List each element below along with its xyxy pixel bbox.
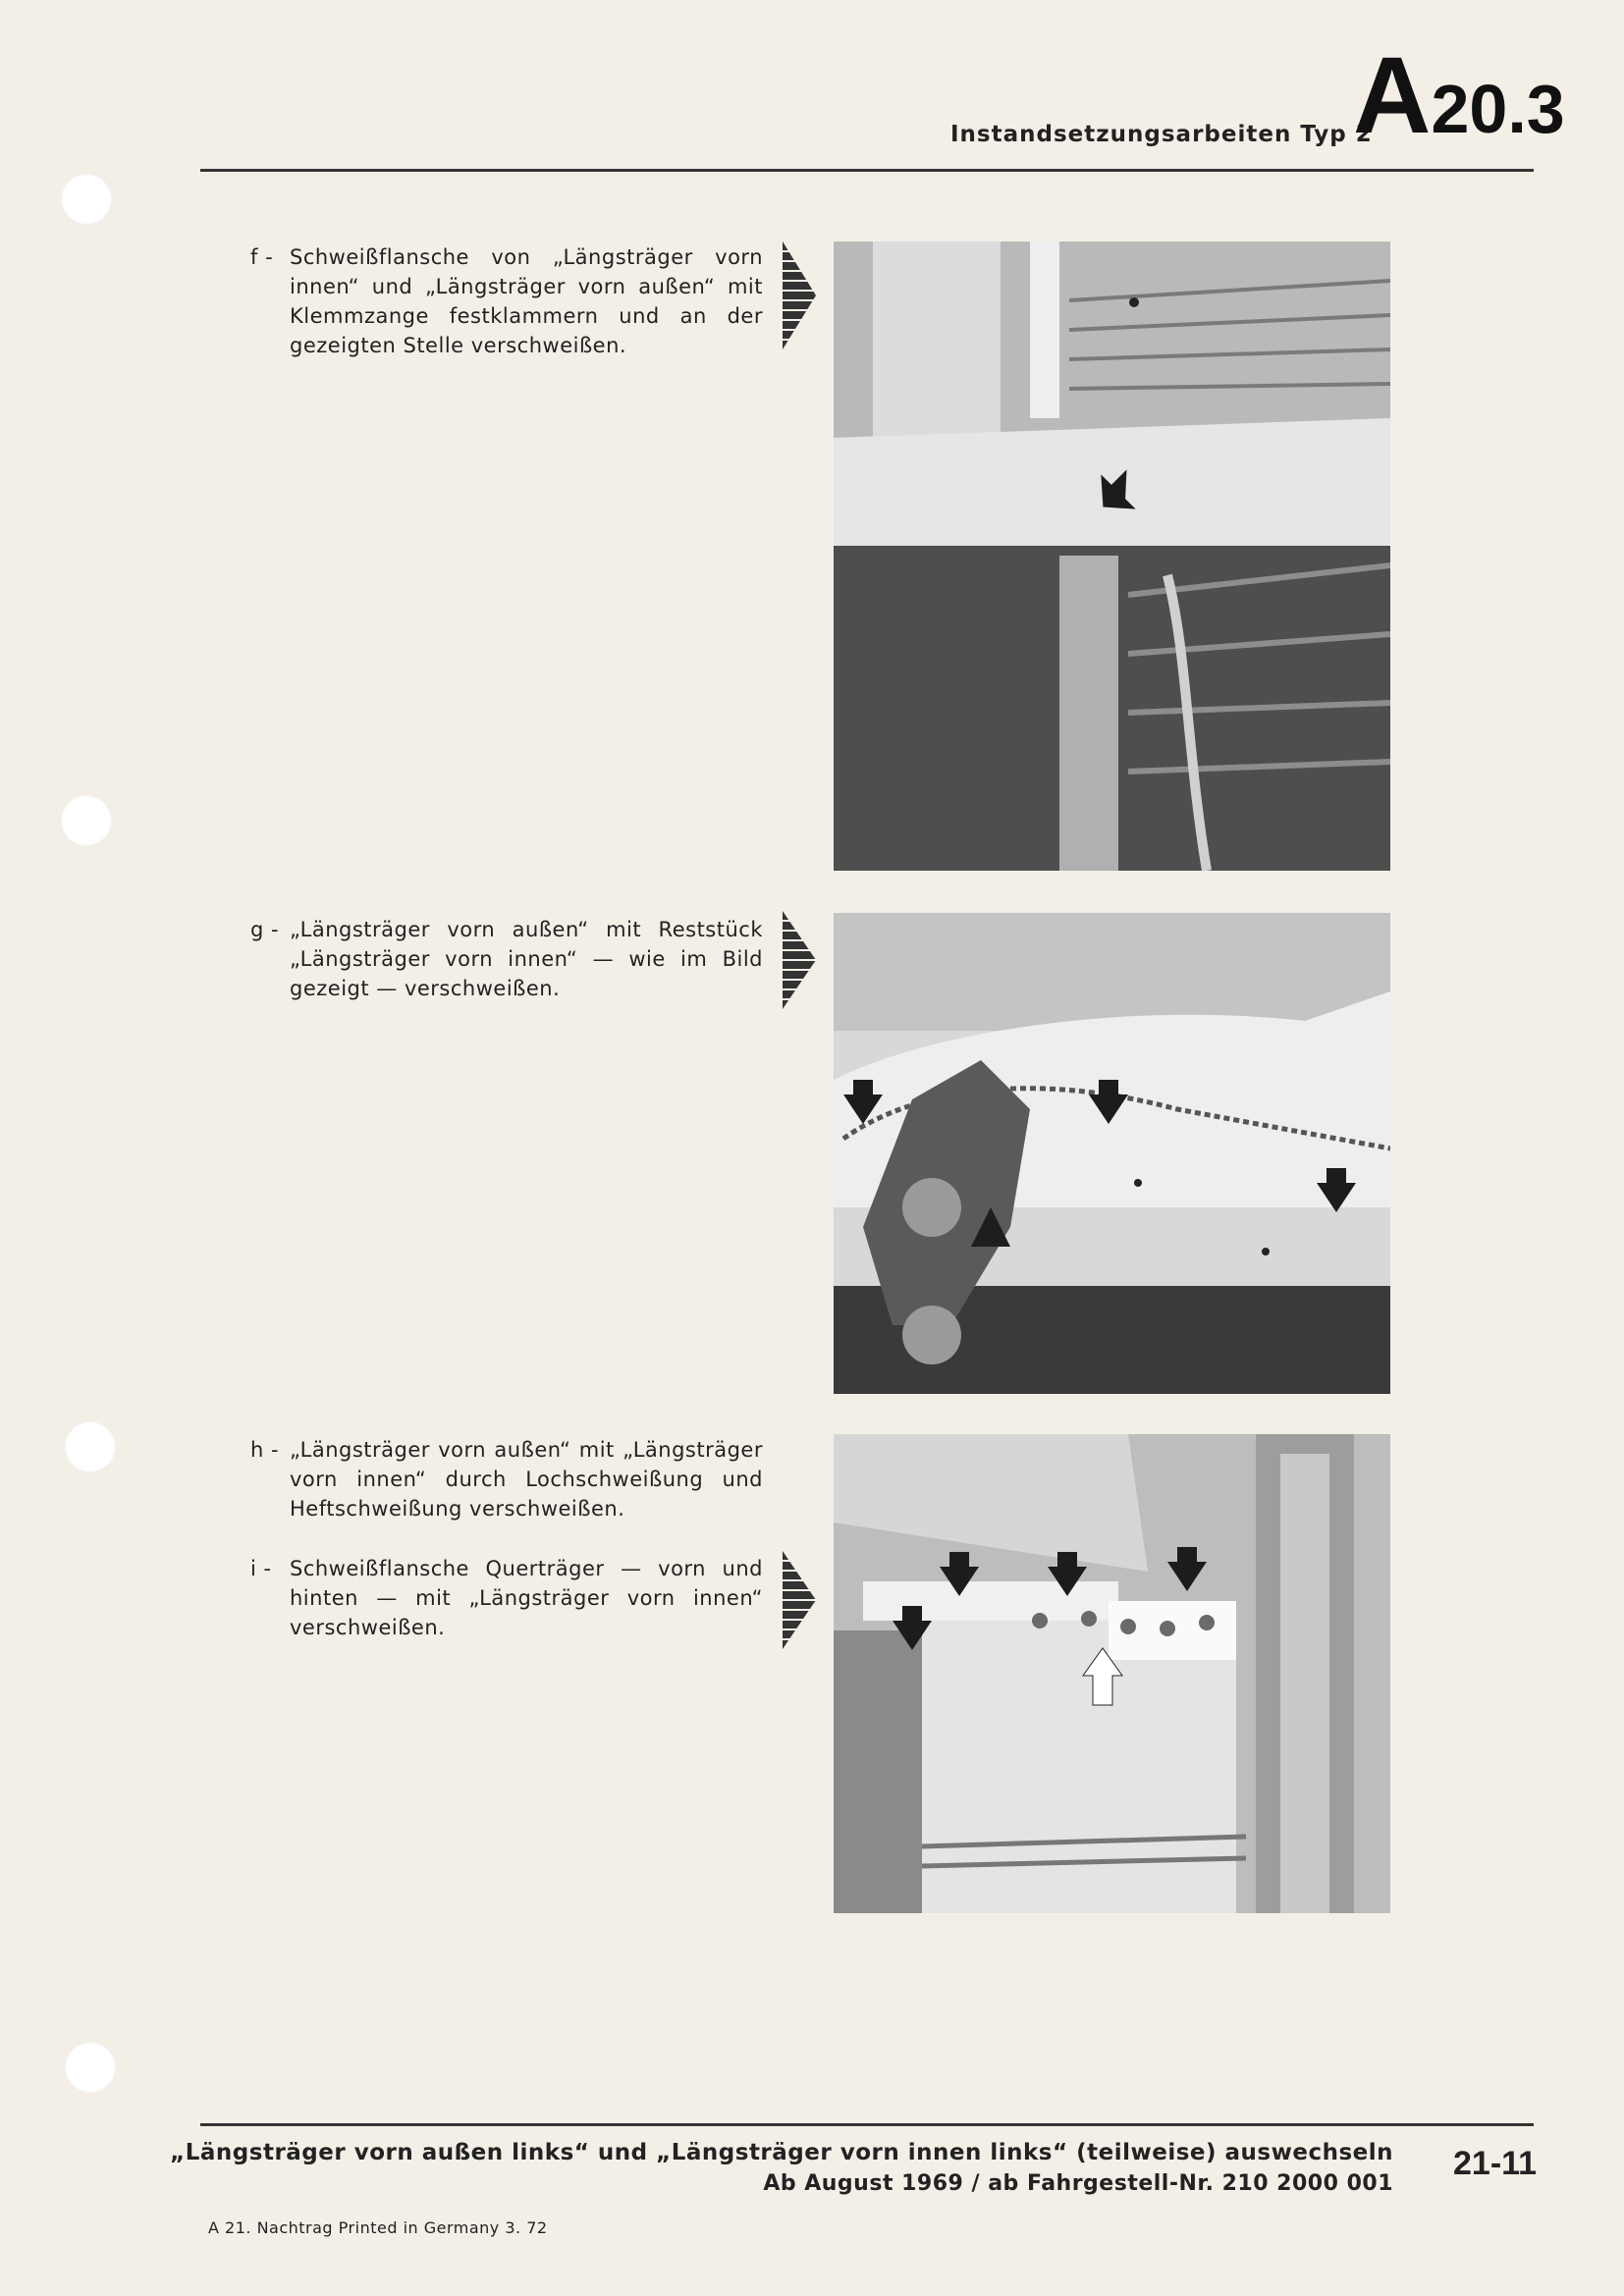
footer-rule bbox=[200, 2123, 1534, 2126]
step-text: „Längsträger vorn außen“ mit Reststück „Längsträger vorn innen“ — wie im Bild gezeigt — verschweißen. bbox=[290, 918, 763, 1000]
page-code bbox=[1353, 35, 1565, 156]
imprint: A 21. Nachtrag Printed in Germany 3. 72 bbox=[208, 2218, 548, 2237]
step-g bbox=[250, 915, 763, 1003]
pointer-arrow-icon bbox=[783, 1551, 816, 1649]
section-title: Instandsetzungsarbeiten Typ 2 bbox=[950, 122, 1373, 147]
step-h bbox=[250, 1435, 763, 1523]
footer-title: „Längsträger vorn außen links“ und „Längsträger vorn innen links“ (teilweise) auswechseln bbox=[170, 2140, 1393, 2165]
page-code-number: 20.3 bbox=[1431, 71, 1565, 147]
pointer-arrow-icon bbox=[783, 911, 816, 1009]
punch-hole bbox=[65, 2042, 116, 2093]
pointer-arrow-icon bbox=[783, 241, 816, 349]
photo-step-g bbox=[834, 913, 1390, 1394]
step-letter: i - bbox=[250, 1557, 272, 1580]
step-i bbox=[250, 1554, 763, 1642]
punch-hole bbox=[61, 795, 112, 846]
photo-step-f bbox=[834, 241, 1390, 871]
step-text: Schweißflansche Querträger — vorn und hinten — mit „Längsträger vorn innen“ verschweißen. bbox=[290, 1557, 763, 1639]
step-text: Schweißflansche von „Längsträger vorn innen“ und „Längsträger vorn außen“ mit Klemmzange festklammern und an der gezeigten Stelle verschweißen. bbox=[290, 245, 763, 357]
step-letter: g - bbox=[250, 918, 280, 941]
step-f bbox=[250, 242, 763, 360]
page-code-letter: A bbox=[1353, 35, 1432, 156]
punch-hole bbox=[65, 1421, 116, 1472]
photo-step-h-i bbox=[834, 1434, 1390, 1913]
step-letter: f - bbox=[250, 245, 274, 269]
step-letter: h - bbox=[250, 1438, 280, 1462]
page-number: 21-11 bbox=[1453, 2145, 1538, 2182]
footer-subtitle: Ab August 1969 / ab Fahrgestell-Nr. 210 2000 001 bbox=[763, 2171, 1393, 2196]
punch-hole bbox=[61, 174, 112, 225]
step-text: „Längsträger vorn außen“ mit „Längsträger vorn innen“ durch Lochschweißung und Heftschweißung verschweißen. bbox=[290, 1438, 763, 1521]
header-rule bbox=[200, 169, 1534, 172]
